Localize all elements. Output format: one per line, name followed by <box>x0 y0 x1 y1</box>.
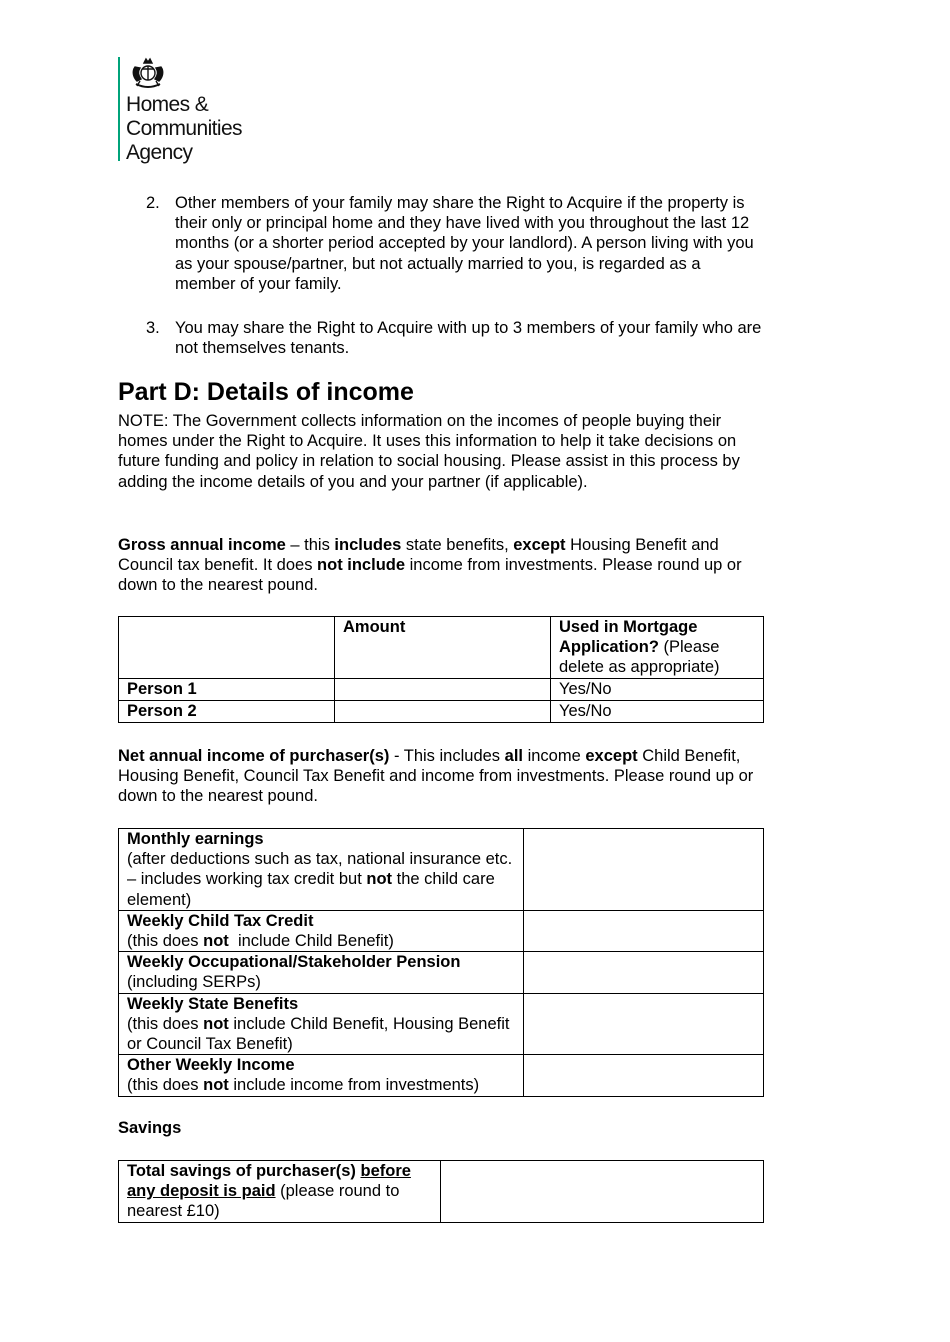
savings-label-bold: Total savings of purchaser(s) <box>127 1162 361 1180</box>
text-run-bold: not include <box>317 556 406 575</box>
row-note: (after deductions such as tax, national insurance etc. – includes working tax credit but <box>127 850 513 889</box>
row-note: (this does <box>127 932 204 951</box>
text-run: income <box>523 747 586 765</box>
text-run: - This includes <box>389 747 505 765</box>
child-tax-credit-field[interactable] <box>524 910 764 951</box>
logo-line-2: Communities <box>126 117 242 140</box>
list-number: 3. <box>146 319 160 337</box>
row-note: (this does <box>127 1014 204 1033</box>
table-row <box>119 1055 764 1096</box>
header-amount: Amount <box>335 617 551 679</box>
row-note: include income from investments) <box>228 1076 480 1095</box>
row-title: Weekly Occupational/Stakeholder Pension <box>127 953 461 972</box>
child-tax-credit-label <box>119 910 524 951</box>
table-row <box>119 910 764 951</box>
header-used-in-mortgage <box>551 617 764 679</box>
row-note-bold: not <box>203 1076 229 1095</box>
other-income-field[interactable] <box>524 1055 764 1096</box>
gross-income-paragraph <box>118 535 758 596</box>
text-run: Child Benefit, Housing Benefit, Council Tax Benefit and income from investments. Please round up or down to the nearest pound. <box>118 747 754 806</box>
logo-wordmark <box>126 93 242 165</box>
savings-label-underline: before any deposit is paid <box>127 1162 411 1201</box>
section-heading: Part D: Details of income <box>118 378 414 406</box>
row-note: the child care element) <box>127 870 495 909</box>
monthly-earnings-field[interactable] <box>524 829 764 911</box>
monthly-earnings-label <box>119 829 524 911</box>
agency-logo <box>118 57 258 163</box>
other-income-label <box>119 1055 524 1096</box>
note-paragraph: NOTE: The Government collects information on the incomes of people buying their homes under the Right to Acquire. It uses this information to help it take decisions on future funding and policy in relation to social housing. Please assist in this process by adding the income details of you and your partner (if applicable). <box>118 412 740 491</box>
logo-accent-bar <box>118 57 120 161</box>
person-label: Person 1 <box>119 679 335 701</box>
text-run: state benefits, <box>401 536 514 554</box>
list-number: 2. <box>146 194 160 212</box>
savings-label-note: (please round to nearest £10) <box>127 1182 400 1221</box>
logo-line-3: Agency <box>126 141 193 164</box>
table-row <box>119 1161 764 1223</box>
net-income-lead: Net annual income of purchaser(s) <box>118 747 390 765</box>
savings-heading: Savings <box>118 1119 182 1137</box>
table-row <box>119 993 764 1055</box>
gross-income-lead: Gross annual income <box>118 536 286 554</box>
row-note: include Child Benefit) <box>228 932 394 951</box>
row-note: (including SERPs) <box>127 973 261 992</box>
royal-crest-icon <box>130 57 166 89</box>
person-label: Person 2 <box>119 701 335 723</box>
table-row <box>119 952 764 993</box>
text-run: Housing Benefit and Council tax benefit. It does <box>118 536 719 575</box>
text-run: income from investments. Please round up or down to the nearest pound. <box>118 556 742 595</box>
row-note: include Child Benefit, Housing Benefit or Council Tax Benefit) <box>127 1014 510 1054</box>
savings-field[interactable] <box>441 1161 764 1223</box>
text-run: – this <box>285 536 335 554</box>
list-text: Other members of your family may share the Right to Acquire if the property is their only or principal home and they have lived with you throughout the last 12 months (or a shorter period accepted by your landlord). A person living with you as your spouse/partner, but not actually married to you, is regarded as a member of your family. <box>175 194 754 293</box>
row-title: Other Weekly Income <box>127 1056 295 1075</box>
table-row <box>119 701 764 723</box>
state-benefits-label <box>119 993 524 1055</box>
net-income-table <box>118 828 764 1097</box>
amount-field[interactable] <box>335 679 551 701</box>
text-run-bold: all <box>504 747 523 765</box>
header-used-note: (Please delete as appropriate) <box>559 638 720 677</box>
row-title: Weekly Child Tax Credit <box>127 911 314 930</box>
text-run-bold: includes <box>334 536 402 554</box>
row-note-bold: not <box>203 932 229 951</box>
savings-table <box>118 1160 764 1223</box>
amount-field[interactable] <box>335 701 551 723</box>
list-text: You may share the Right to Acquire with up to 3 members of your family who are not themselves tenants. <box>175 319 762 358</box>
net-income-paragraph <box>118 746 758 807</box>
used-in-mortgage-value[interactable]: Yes/No <box>551 679 764 701</box>
row-note-bold: not <box>366 870 393 889</box>
row-title: Weekly State Benefits <box>127 994 299 1013</box>
state-benefits-field[interactable] <box>524 993 764 1055</box>
gross-income-table <box>118 616 764 723</box>
pension-field[interactable] <box>524 952 764 993</box>
header-used-bold: Used in Mortgage Application? <box>559 618 698 657</box>
header-cell-blank <box>119 617 335 679</box>
row-note: (this does <box>127 1076 204 1095</box>
row-title: Monthly earnings <box>127 830 264 848</box>
logo-line-1: Homes & <box>126 93 209 116</box>
text-run-bold: except <box>585 747 638 765</box>
row-note-bold: not <box>203 1014 229 1033</box>
text-run-bold: except <box>513 536 566 554</box>
table-row <box>119 829 764 911</box>
table-row <box>119 679 764 701</box>
pension-label <box>119 952 524 993</box>
used-in-mortgage-value[interactable]: Yes/No <box>551 701 764 723</box>
savings-label <box>119 1161 441 1223</box>
